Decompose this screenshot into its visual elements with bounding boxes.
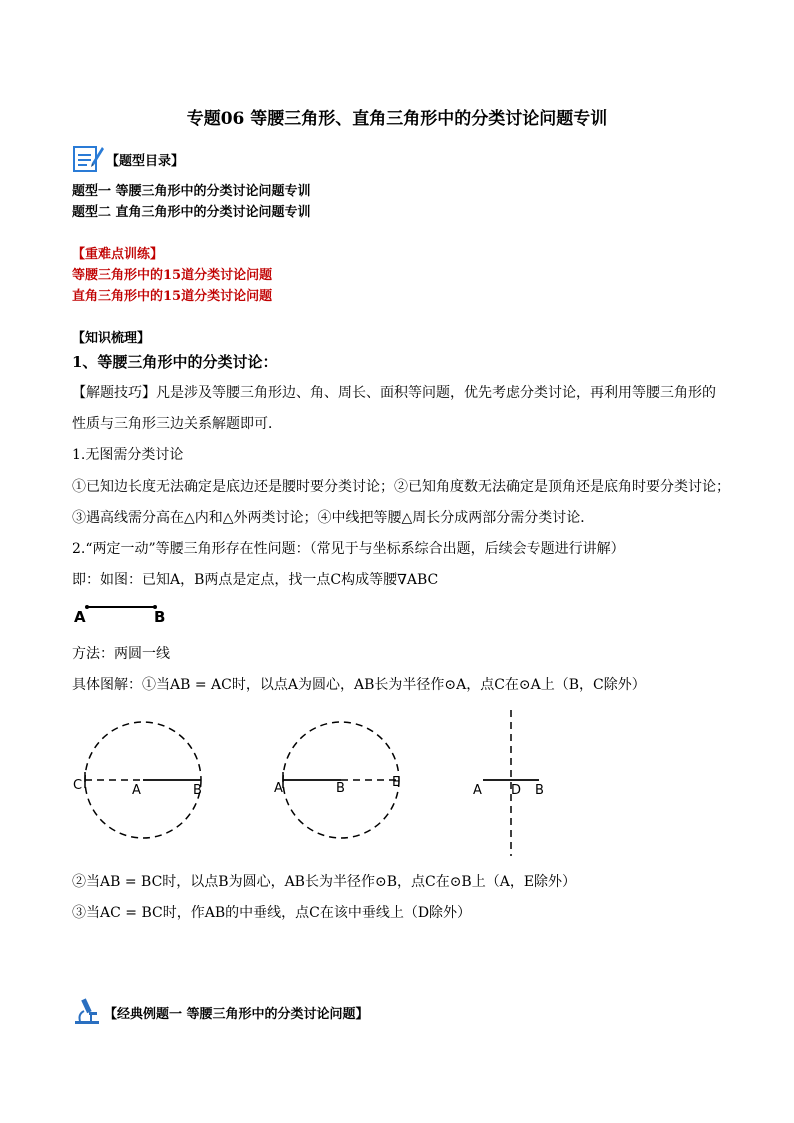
circle-b-figure bbox=[270, 712, 410, 842]
point-a-label: A bbox=[74, 608, 86, 626]
training-item-1: 等腰三角形中的15道分类讨论问题 bbox=[72, 268, 273, 283]
tips-line-2: 性质与三角形三边关系解题即可． bbox=[72, 416, 282, 432]
paragraph-4: 2.“两定一动”等腰三角形存在性问题：（常见于与坐标系综合出题，后续会专题进行讲解） bbox=[72, 541, 625, 557]
case-2-line: ②当AB = BC时，以点B为圆心，AB长为半径作⊙B，点C在⊙B上（A，E除外） bbox=[72, 874, 577, 890]
training-item-2: 直角三角形中的15道分类讨论问题 bbox=[72, 289, 273, 304]
case-3-line: ③当AC = BC时，作AB的中垂线，点C在该中垂线上（D除外） bbox=[72, 905, 472, 921]
microscope-icon bbox=[72, 996, 102, 1026]
page-title: 专题06 等腰三角形、直角三角形中的分类讨论问题专训 bbox=[186, 109, 608, 129]
paragraph-5: 即：如图：已知A，B两点是定点，找一点C构成等腰∇ABC bbox=[72, 572, 439, 588]
graph-intro: 具体图解：①当AB = AC时，以点A为圆心，AB长为半径作⊙A，点C在⊙A上（B，C除外） bbox=[72, 677, 646, 693]
paragraph-3: ③遇高线需分高在△内和△外两类讨论；④中线把等腰△周长分成两部分需分类讨论． bbox=[72, 510, 595, 526]
point-d-label: D bbox=[511, 783, 522, 798]
point-b-label: B bbox=[154, 608, 166, 626]
point-c-label: C bbox=[73, 778, 83, 793]
catalog-item-2: 题型二 直角三角形中的分类讨论问题专训 bbox=[72, 205, 311, 220]
method-line: 方法：两圆一线 bbox=[72, 646, 170, 662]
knowledge-heading: 【知识梳理】 bbox=[72, 331, 151, 346]
circle-a-figure bbox=[70, 714, 220, 844]
bisector-figure bbox=[465, 708, 565, 858]
point-b-label: B bbox=[193, 783, 202, 798]
training-heading: 【重难点训练】 bbox=[72, 247, 164, 262]
point-a-label: A bbox=[132, 783, 141, 798]
catalog-item-1: 题型一 等腰三角形中的分类讨论问题专训 bbox=[72, 184, 311, 199]
point-b-label: B bbox=[336, 781, 345, 796]
section-1-heading: 1、等腰三角形中的分类讨论： bbox=[72, 353, 278, 371]
example-heading: 【经典例题一 等腰三角形中的分类讨论问题】 bbox=[104, 1007, 369, 1022]
tips-line-1: 【解题技巧】凡是涉及等腰三角形边、角、周长、面积等问题，优先考虑分类讨论，再利用等腰三角形的 bbox=[72, 385, 716, 401]
paragraph-2: ①已知边长度无法确定是底边还是腰时要分类讨论；②已知角度数无法确定是顶角还是底角时要分类讨论； bbox=[72, 479, 730, 495]
catalog-heading: 【题型目录】 bbox=[106, 154, 185, 169]
paragraph-1: 1.无图需分类讨论 bbox=[72, 447, 184, 463]
point-a-label: A bbox=[274, 781, 283, 796]
notebook-pen-icon bbox=[72, 143, 104, 173]
point-a-label: A bbox=[473, 783, 482, 798]
point-b-label: B bbox=[535, 783, 544, 798]
point-e-label: E bbox=[392, 775, 401, 790]
segment-ab-figure bbox=[70, 596, 180, 626]
